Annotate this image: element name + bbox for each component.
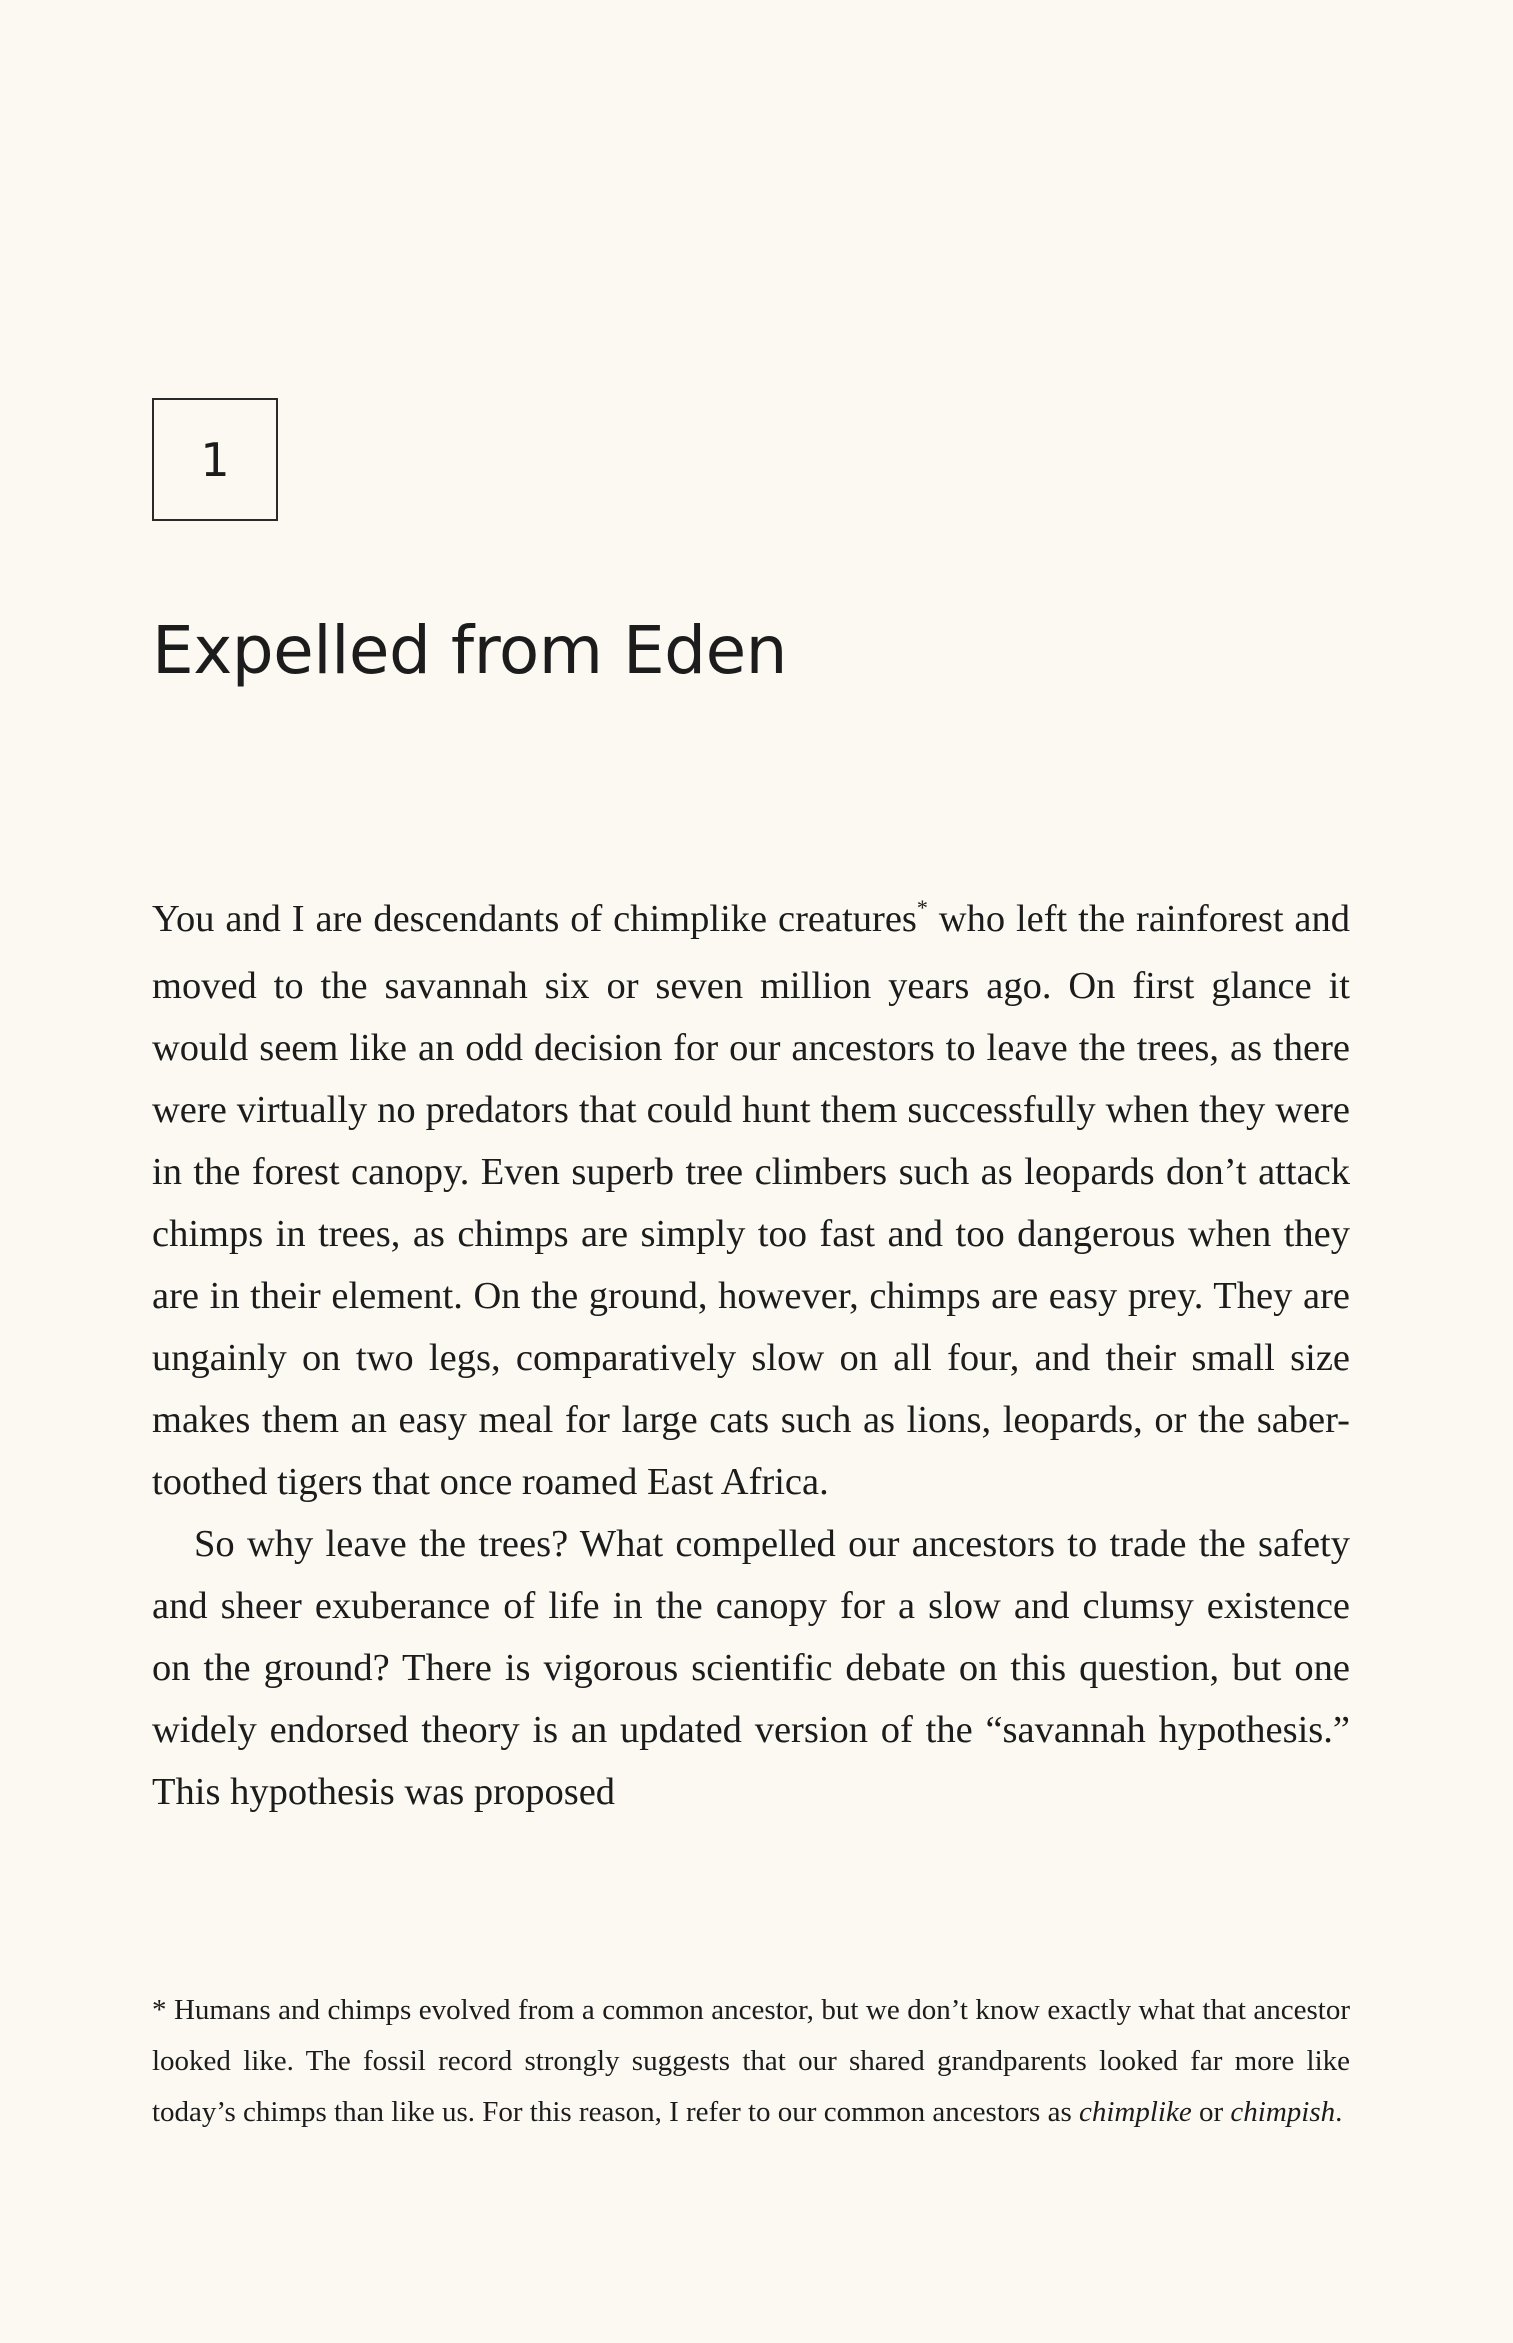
footnote-term-chimpish: chimpish — [1230, 2096, 1336, 2128]
chapter-number-box — [152, 398, 278, 521]
footnote-joiner: or — [1191, 2096, 1231, 2128]
footnote-mark: * — [152, 1994, 167, 2026]
footnote-text: Humans and chimps evolved from a common ancestor, but we don’t know exactly what that ancestor looked like. The fossil record strongly suggests that our shared grandparents looked far more like today’s chimps than like us. For this reason, I refer to our common ancestors as — [152, 1994, 1350, 2128]
footnote-end: . — [1335, 2096, 1343, 2128]
paragraph-1 — [152, 888, 1350, 1513]
footnote-reference-mark: * — [916, 895, 928, 920]
body-text — [152, 888, 1350, 1823]
chapter-title: Expelled from Eden — [152, 612, 788, 689]
paragraph-1-start: You and I are descendants of chimplike creatures — [152, 898, 917, 940]
paragraph-1-rest: who left the rainforest and moved to the savannah six or seven million years ago. On first glance it would seem like an odd decision for our ancestors to leave the trees, as there were virtually no predators that could hunt them successfully when they were in the forest canopy. Even superb tree climbers such as leopards don’t attack chimps in trees, as chimps are simply too fast and too dangerous when they are in their element. On the ground, however, chimps are easy prey. They are ungainly on two legs, comparatively slow on all four, and their small size makes them an easy meal for large cats such as lions, leopards, or the saber-toothed tigers that once roamed East Africa. — [152, 898, 1350, 1503]
footnote-term-chimplike: chimplike — [1079, 2096, 1192, 2128]
footnote — [152, 1985, 1350, 2138]
chapter-number: 1 — [200, 432, 230, 487]
paragraph-2: So why leave the trees? What compelled our ancestors to trade the safety and sheer exuberance of life in the canopy for a slow and clumsy existence on the ground? There is vigorous scientific debate on this question, but one widely endorsed theory is an updated version of the “savannah hypothesis.” This hypothesis was proposed — [152, 1523, 1350, 1813]
